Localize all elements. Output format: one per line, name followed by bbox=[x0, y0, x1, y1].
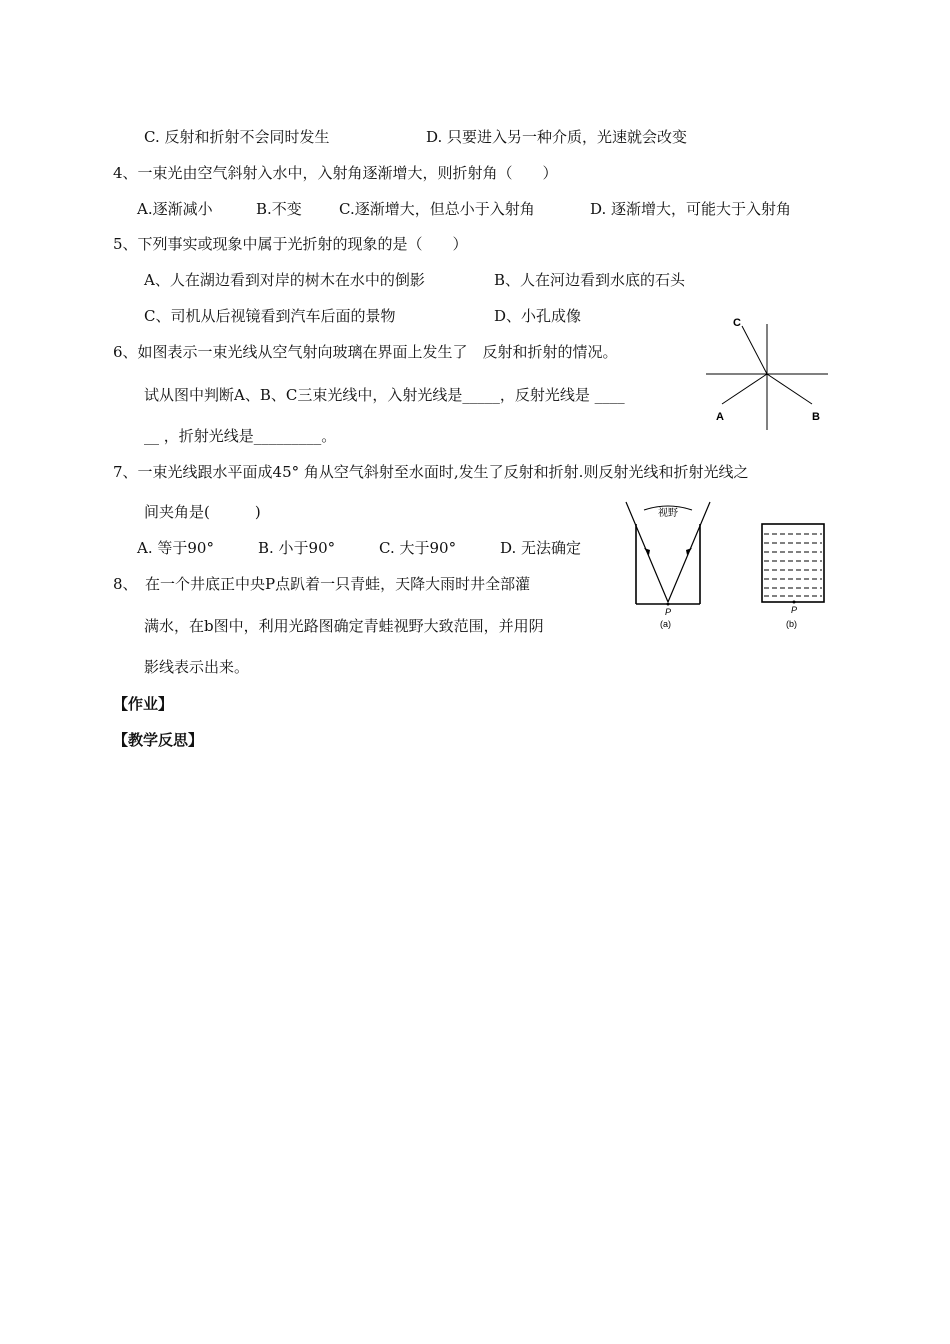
q8-line-1: 8、 在一个井底正中央P点趴着一只青蛙，天降大雨时井全部灌 bbox=[113, 575, 531, 593]
homework-heading: 【作业】 bbox=[113, 695, 174, 713]
q3-option-d: D. 只要进入另一种介质，光速就会改变 bbox=[426, 128, 688, 146]
arrow-left-icon bbox=[644, 548, 650, 555]
q4-option-c: C.逐渐增大，但总小于入射角 bbox=[339, 200, 535, 218]
q4-option-b: B.不变 bbox=[256, 200, 302, 218]
point-p-a-label: P bbox=[665, 607, 672, 617]
q6-line-3: __ ，折射光线是_________。 bbox=[144, 427, 337, 445]
q4-option-d: D. 逐渐增大，可能大于入射角 bbox=[590, 200, 792, 218]
q3-option-c: C. 反射和折射不会同时发生 bbox=[144, 128, 330, 146]
q8-well-diagram bbox=[620, 496, 840, 636]
point-p-b bbox=[793, 601, 796, 604]
q4-stem: 4、一束光由空气斜射入水中，入射角逐渐增大，则折射角（ ） bbox=[113, 164, 558, 182]
caption-b: (b) bbox=[786, 619, 797, 629]
ray-a bbox=[722, 374, 767, 404]
q7-option-c: C. 大于90° bbox=[379, 539, 457, 557]
ray-b bbox=[767, 374, 812, 404]
q5-option-b: B、人在河边看到水底的石头 bbox=[494, 271, 686, 289]
q8-line-2: 满水，在b图中，利用光路图确定青蛙视野大致范围，并用阴 bbox=[144, 617, 544, 635]
q5-option-d: D、小孔成像 bbox=[494, 307, 582, 325]
reflection-heading: 【教学反思】 bbox=[113, 731, 204, 749]
label-a: A bbox=[716, 411, 724, 423]
q7-line-1: 7、一束光线跟水平面成45° 角从空气斜射至水面时,发生了反射和折射.则反射光线和折射光线之 bbox=[113, 463, 749, 481]
label-b: B bbox=[812, 411, 820, 423]
q6-line-1: 6、如图表示一束光线从空气射向玻璃在界面上发生了 反射和折射的情况。 bbox=[113, 343, 618, 361]
view-label: 视野 bbox=[658, 508, 678, 519]
q6-ray-diagram bbox=[700, 312, 840, 434]
q7-option-b: B. 小于90° bbox=[258, 539, 336, 557]
q5-option-a: A、人在湖边看到对岸的树木在水中的倒影 bbox=[144, 271, 425, 289]
q5-option-c: C、司机从后视镜看到汽车后面的景物 bbox=[144, 307, 396, 325]
q4-option-a: A.逐渐减小 bbox=[137, 200, 213, 218]
q7-option-a: A. 等于90° bbox=[137, 539, 214, 557]
ray-c bbox=[742, 326, 767, 374]
arrow-right-icon bbox=[686, 548, 692, 555]
well-b bbox=[762, 524, 824, 602]
point-p-a bbox=[667, 603, 670, 606]
water-lines bbox=[764, 534, 822, 596]
q6-line-2: 试从图中判断A、B、C三束光线中，入射光线是_____，反射光线是 ____ bbox=[144, 386, 625, 404]
q8-line-3: 影线表示出来。 bbox=[144, 658, 250, 676]
q7-option-d: D. 无法确定 bbox=[500, 539, 582, 557]
point-p-b-label: P bbox=[791, 605, 798, 615]
q5-stem: 5、下列事实或现象中属于光折射的现象的是（ ） bbox=[113, 235, 468, 253]
caption-a: (a) bbox=[660, 619, 671, 629]
q7-line-2: 间夹角是( ) bbox=[144, 503, 261, 521]
label-c: C bbox=[733, 317, 741, 329]
